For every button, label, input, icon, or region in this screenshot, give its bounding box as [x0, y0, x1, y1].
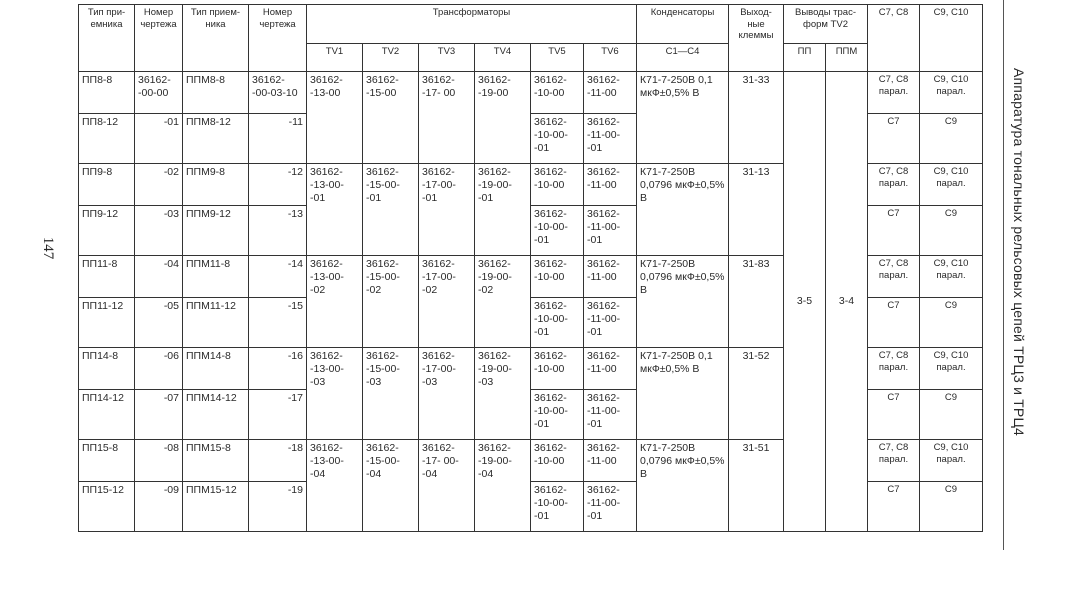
- tv6-cell: 36162- -11-00- -01: [584, 482, 637, 532]
- header-tv4: TV4: [475, 44, 531, 72]
- terminals-cell: 31-33: [729, 72, 784, 164]
- header-drawing-no-2: Номер чертежа: [249, 5, 307, 72]
- side-caption: [1008, 62, 1030, 442]
- drawing-no-2-cell: -19: [249, 482, 307, 532]
- c7-c8-cell: C7, C8 парал.: [868, 164, 920, 206]
- tv6-cell: 36162- -11-00: [584, 164, 637, 206]
- c7-c8-cell: C7, C8 парал.: [868, 72, 920, 114]
- tv1-cell: 36162- -13-00- -04: [307, 440, 363, 532]
- drawing-no-2-cell: -18: [249, 440, 307, 482]
- receiver-type-cell: ПП8-12: [79, 114, 135, 164]
- c7-c8-cell: C7: [868, 206, 920, 256]
- tv5-cell: 36162- -10-00- -01: [531, 206, 584, 256]
- drawing-no-2-cell: -16: [249, 348, 307, 390]
- tv6-cell: 36162- -11-00: [584, 256, 637, 298]
- drawing-no-2-cell: -11: [249, 114, 307, 164]
- c7-c8-cell: C7, C8 парал.: [868, 440, 920, 482]
- c9-c10-cell: C9: [920, 206, 983, 256]
- tv4-cell: 36162- -19-00: [475, 72, 531, 164]
- receiver-type-2-cell: ППМ9-12: [183, 206, 249, 256]
- tv6-cell: 36162- -11-00: [584, 348, 637, 390]
- c7-c8-cell: C7, C8 парал.: [868, 348, 920, 390]
- receiver-type-cell: ПП14-12: [79, 390, 135, 440]
- drawing-no-2-cell: -15: [249, 298, 307, 348]
- header-c7-c8: C7, C8: [868, 5, 920, 72]
- capacitor-cell: К71-7-250В 0,1 мкФ±0,5% В: [637, 72, 729, 164]
- receiver-type-2-cell: ППМ9-8: [183, 164, 249, 206]
- tv5-cell: 36162- -10-00: [531, 164, 584, 206]
- receiver-type-2-cell: ППМ14-12: [183, 390, 249, 440]
- tv2-cell: 36162- -15-00- -01: [363, 164, 419, 256]
- terminals-cell: 31-83: [729, 256, 784, 348]
- header-outputs: Выводы трас-форм TV2: [784, 5, 868, 44]
- tv6-cell: 36162- -11-00- -01: [584, 390, 637, 440]
- header-terminals: Выход-ные клеммы: [729, 5, 784, 72]
- header-tv5: TV5: [531, 44, 584, 72]
- receiver-type-2-cell: ППМ8-8: [183, 72, 249, 114]
- terminals-cell: 31-52: [729, 348, 784, 440]
- receiver-type-cell: ПП15-12: [79, 482, 135, 532]
- spec-table: [78, 4, 983, 532]
- tv1-cell: 36162- -13-00- -03: [307, 348, 363, 440]
- c9-c10-cell: C9, C10 парал.: [920, 72, 983, 114]
- tv4-cell: 36162- -19-00- -04: [475, 440, 531, 532]
- header-capacitors: Конденсаторы: [637, 5, 729, 44]
- capacitor-cell: К71-7-250В 0,0796 мкФ±0,5% В: [637, 440, 729, 532]
- tv5-cell: 36162- -10-00- -01: [531, 298, 584, 348]
- header-tv1: TV1: [307, 44, 363, 72]
- drawing-no-2-cell: -17: [249, 390, 307, 440]
- receiver-type-2-cell: ППМ11-8: [183, 256, 249, 298]
- c9-c10-cell: C9, C10 парал.: [920, 164, 983, 206]
- side-caption-text: Аппаратура тональных рельсовых цепей ТРЦ3 и ТРЦ4: [1011, 67, 1027, 437]
- receiver-type-cell: ПП11-12: [79, 298, 135, 348]
- outputs-pp-cell: 3-5: [784, 72, 826, 532]
- receiver-type-cell: ПП9-8: [79, 164, 135, 206]
- header-pp: ПП: [784, 44, 826, 72]
- tv1-cell: 36162- -13-00: [307, 72, 363, 164]
- tv6-cell: 36162- -11-00: [584, 72, 637, 114]
- c7-c8-cell: C7: [868, 482, 920, 532]
- page-number: 147: [40, 236, 56, 260]
- tv3-cell: 36162- -17- 00: [419, 72, 475, 164]
- margin-rule: [1003, 0, 1004, 550]
- tv3-cell: 36162- -17-00- -01: [419, 164, 475, 256]
- drawing-no-cell: -01: [135, 114, 183, 164]
- tv2-cell: 36162- -15-00: [363, 72, 419, 164]
- tv5-cell: 36162- -10-00: [531, 72, 584, 114]
- drawing-no-cell: -03: [135, 206, 183, 256]
- capacitor-cell: К71-7-250В 0,1 мкФ±0,5% В: [637, 348, 729, 440]
- tv5-cell: 36162- -10-00: [531, 256, 584, 298]
- drawing-no-cell: -09: [135, 482, 183, 532]
- header-ppm: ППМ: [826, 44, 868, 72]
- terminals-cell: 31-51: [729, 440, 784, 532]
- receiver-type-cell: ПП11-8: [79, 256, 135, 298]
- header-tv6: TV6: [584, 44, 637, 72]
- tv3-cell: 36162- -17- 00- -04: [419, 440, 475, 532]
- tv6-cell: 36162- -11-00- -01: [584, 114, 637, 164]
- tv3-cell: 36162- -17-00- -02: [419, 256, 475, 348]
- tv5-cell: 36162- -10-00- -01: [531, 482, 584, 532]
- tv2-cell: 36162- -15-00- -02: [363, 256, 419, 348]
- c9-c10-cell: C9: [920, 114, 983, 164]
- c9-c10-cell: C9, C10 парал.: [920, 348, 983, 390]
- tv1-cell: 36162- -13-00- -01: [307, 164, 363, 256]
- tv3-cell: 36162- -17-00- -03: [419, 348, 475, 440]
- header-receiver-type: Тип при-емника: [79, 5, 135, 72]
- tv4-cell: 36162- -19-00- -01: [475, 164, 531, 256]
- tv2-cell: 36162- -15-00- -04: [363, 440, 419, 532]
- drawing-no-2-cell: 36162- -00-03-10: [249, 72, 307, 114]
- c7-c8-cell: C7, C8 парал.: [868, 256, 920, 298]
- drawing-no-cell: -08: [135, 440, 183, 482]
- c9-c10-cell: C9: [920, 390, 983, 440]
- drawing-no-cell: 36162- -00-00: [135, 72, 183, 114]
- terminals-cell: 31-13: [729, 164, 784, 256]
- header-receiver-type-2: Тип прием-ника: [183, 5, 249, 72]
- tv5-cell: 36162- -10-00- -01: [531, 390, 584, 440]
- header-tv3: TV3: [419, 44, 475, 72]
- header-transformers: Трансформаторы: [307, 5, 637, 44]
- receiver-type-cell: ПП9-12: [79, 206, 135, 256]
- receiver-type-2-cell: ППМ15-12: [183, 482, 249, 532]
- header-c9-c10: C9, C10: [920, 5, 983, 72]
- c9-c10-cell: C9: [920, 482, 983, 532]
- header-drawing-no: Номер чертежа: [135, 5, 183, 72]
- receiver-type-cell: ПП14-8: [79, 348, 135, 390]
- c9-c10-cell: C9, C10 парал.: [920, 440, 983, 482]
- drawing-no-cell: -05: [135, 298, 183, 348]
- receiver-type-cell: ПП15-8: [79, 440, 135, 482]
- capacitor-cell: К71-7-250В 0,0796 мкФ±0,5% В: [637, 164, 729, 256]
- outputs-ppm-cell: 3-4: [826, 72, 868, 532]
- tv1-cell: 36162- -13-00- -02: [307, 256, 363, 348]
- receiver-type-cell: ПП8-8: [79, 72, 135, 114]
- tv6-cell: 36162- -11-00- -01: [584, 298, 637, 348]
- tv6-cell: 36162- -11-00- -01: [584, 206, 637, 256]
- c7-c8-cell: C7: [868, 114, 920, 164]
- table-row: [79, 72, 983, 114]
- c7-c8-cell: C7: [868, 298, 920, 348]
- receiver-type-2-cell: ППМ15-8: [183, 440, 249, 482]
- drawing-no-cell: -02: [135, 164, 183, 206]
- tv2-cell: 36162- -15-00- -03: [363, 348, 419, 440]
- capacitor-cell: К71-7-250В 0,0796 мкФ±0,5% В: [637, 256, 729, 348]
- header-tv2: TV2: [363, 44, 419, 72]
- c9-c10-cell: C9: [920, 298, 983, 348]
- tv5-cell: 36162- -10-00- -01: [531, 114, 584, 164]
- tv5-cell: 36162- -10-00: [531, 440, 584, 482]
- header-c1-c4: C1—C4: [637, 44, 729, 72]
- receiver-type-2-cell: ППМ14-8: [183, 348, 249, 390]
- receiver-type-2-cell: ППМ8-12: [183, 114, 249, 164]
- receiver-type-2-cell: ППМ11-12: [183, 298, 249, 348]
- tv4-cell: 36162- -19-00- -02: [475, 256, 531, 348]
- drawing-no-cell: -07: [135, 390, 183, 440]
- drawing-no-2-cell: -13: [249, 206, 307, 256]
- tv4-cell: 36162- -19-00- -03: [475, 348, 531, 440]
- drawing-no-cell: -04: [135, 256, 183, 298]
- drawing-no-2-cell: -14: [249, 256, 307, 298]
- c7-c8-cell: C7: [868, 390, 920, 440]
- drawing-no-cell: -06: [135, 348, 183, 390]
- drawing-no-2-cell: -12: [249, 164, 307, 206]
- tv6-cell: 36162- -11-00: [584, 440, 637, 482]
- tv5-cell: 36162- -10-00: [531, 348, 584, 390]
- c9-c10-cell: C9, C10 парал.: [920, 256, 983, 298]
